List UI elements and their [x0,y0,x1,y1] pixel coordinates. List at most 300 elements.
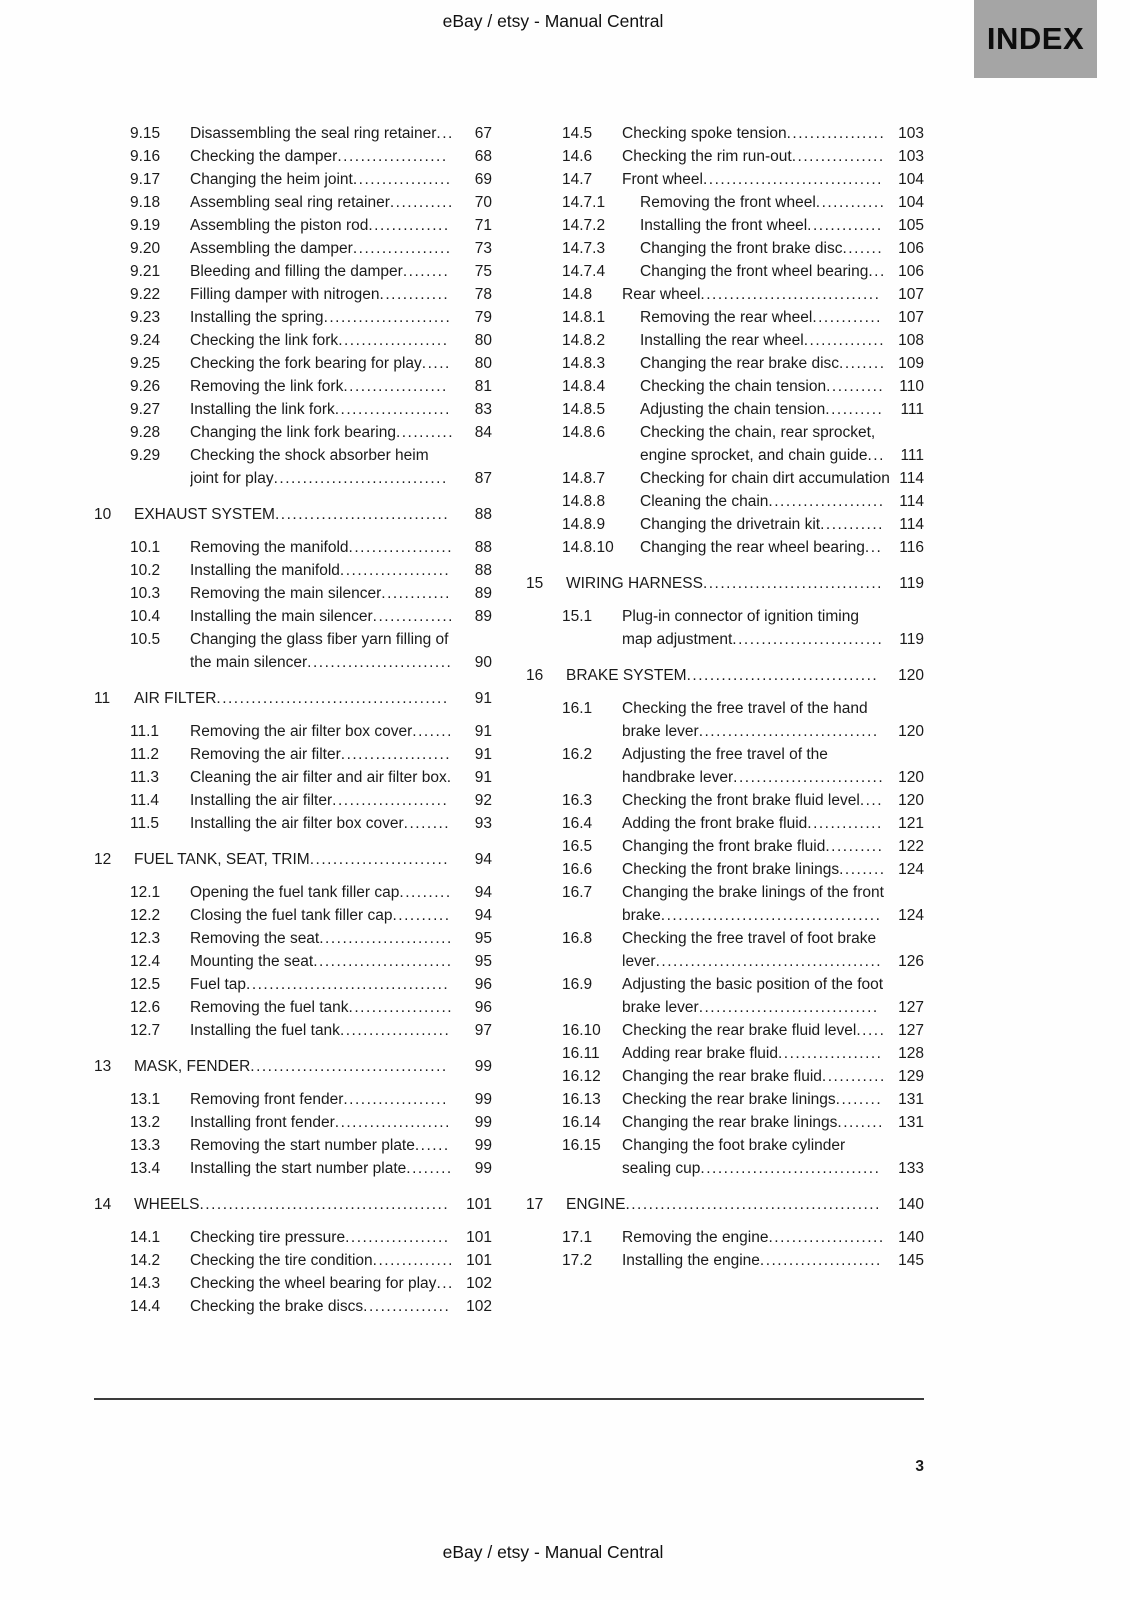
toc-entry-title: Removing the main silencer............ [190,585,451,602]
toc-entry-page: 88 [474,539,492,556]
toc-item-row [526,122,924,145]
toc-entry-title: AIR FILTER........................................ [134,690,449,707]
toc-entry-title: Changing the glass fiber yarn filling of the main silencer......................... [190,631,453,671]
dot-leader: ....... [842,240,884,257]
toc-item-row [526,421,924,467]
toc-entry-number: 16 [526,667,544,684]
dot-leader: ... [436,1275,454,1292]
toc-entry-title: Plug-in connector of ignition timing map adjustment.......................... [622,608,884,648]
dot-leader: ...................... [323,309,452,326]
toc-entry-page: 91 [474,723,492,740]
toc-entry-number: 9.18 [130,194,161,211]
dot-leader: .......................... [733,769,885,786]
toc-entry-number: 9.24 [130,332,161,349]
toc-entry-number: 16.4 [562,815,593,832]
toc-entry-page: 119 [899,575,924,592]
toc-entry-page: 97 [474,1022,492,1039]
toc-item-row [94,421,492,444]
toc-item-row [526,260,924,283]
toc-entry-number: 14.7.2 [562,217,606,234]
toc-entry-number: 10.3 [130,585,161,602]
toc-entry-title: Cleaning the air filter and air filter box. [190,769,453,786]
dot-leader: .................. [777,1045,883,1062]
toc-entry-title: Installing the main silencer.............. [190,608,454,625]
toc-entry-title: MASK, FENDER.................................. [134,1058,448,1075]
toc-entry-number: 11.2 [130,746,160,763]
table-of-contents [94,122,924,1318]
toc-chapter-row [94,848,492,871]
dot-leader: ............... [363,1298,451,1315]
toc-entry-number: 12.1 [130,884,161,901]
toc-item-row [526,145,924,168]
toc-entry-page: 122 [898,838,924,855]
toc-entry-title: Changing the rear brake fluid........... [622,1068,886,1085]
toc-entry-number: 14.8 [562,286,593,303]
toc-entry-number: 9.25 [130,355,161,372]
toc-entry-title: Checking the fork bearing for play..... [190,355,451,372]
toc-entry-number: 13.3 [130,1137,161,1154]
dot-leader: .............................. [274,506,450,523]
toc-entry-number: 14.8.3 [562,355,606,372]
toc-entry-title: Disassembling the seal ring retainer... [190,125,454,142]
toc-item-row [526,398,924,421]
toc-entry-title: Installing the fuel tank................... [190,1022,451,1039]
toc-entry-number: 9.28 [130,424,161,441]
toc-entry-page: 133 [898,1160,924,1177]
toc-column [526,122,924,1272]
toc-entry-number: 11.5 [130,815,160,832]
dot-leader: ....................... [319,930,453,947]
dot-leader: ....... [412,723,453,740]
toc-item-row [526,605,924,651]
toc-item-row [526,513,924,536]
dot-leader: ............ [381,585,451,602]
toc-entry-title: Checking the brake discs............... [190,1298,451,1315]
toc-entry-page: 101 [466,1196,492,1213]
dot-leader: .................... [334,1114,451,1131]
toc-item-row [94,1019,492,1042]
toc-chapter-row [94,1193,492,1216]
toc-item-row [94,950,492,973]
toc-entry-number: 9.23 [130,309,161,326]
toc-entry-number: 14.3 [130,1275,161,1292]
toc-item-row [94,1295,492,1318]
toc-item-row [94,214,492,237]
toc-entry-number: 14.5 [562,125,593,142]
toc-entry-page: 102 [466,1275,492,1292]
toc-entry-page: 140 [898,1196,924,1213]
dot-leader: ........................................... [199,1196,450,1213]
toc-entry-number: 14.7.3 [562,240,606,257]
toc-item-row [526,858,924,881]
toc-item-row [94,881,492,904]
toc-entry-page: 99 [474,1160,492,1177]
dot-leader: ........................ [313,953,453,970]
toc-item-row [526,168,924,191]
toc-entry-number: 13.1 [130,1091,161,1108]
toc-entry-number: 16.3 [562,792,593,809]
toc-item-row [94,237,492,260]
dot-leader: .............. [368,217,450,234]
toc-entry-number: 14.4 [130,1298,161,1315]
toc-entry-page: 109 [898,355,924,372]
toc-entry-title: FUEL TANK, SEAT, TRIM........................ [134,851,450,868]
dot-leader: ...................................... [660,907,882,924]
footer-title: eBay / etsy - Manual Central [442,1542,664,1562]
toc-item-row [526,352,924,375]
dot-leader: ... [864,539,883,556]
toc-entry-number: 17.2 [562,1252,593,1269]
toc-item-row [526,927,924,973]
toc-chapter-row [94,687,492,710]
dot-leader: ..................... [759,1252,882,1269]
toc-entry-title: Checking spoke tension................. [622,125,886,142]
toc-entry-title: BRAKE SYSTEM................................. [566,667,879,684]
dot-leader: .................... [768,1229,885,1246]
toc-item-row [526,743,924,789]
dot-leader: ................................... [246,976,450,993]
toc-item-row [526,467,924,490]
toc-entry-page: 119 [899,631,924,648]
dot-leader: ............................... [698,723,879,740]
toc-entry-page: 79 [474,309,492,326]
toc-entry-title: Checking the free travel of foot brake lever....................................... [622,930,883,970]
toc-entry-number: 16.2 [562,746,593,763]
toc-item-row [526,1019,924,1042]
toc-entry-title: Checking the front brake linings........ [622,861,886,878]
toc-entry-title: Removing the start number plate...... [190,1137,450,1154]
toc-entry-number: 14.2 [130,1252,161,1269]
dot-leader: ........ [839,355,886,372]
toc-entry-number: 9.26 [130,378,161,395]
toc-column [94,122,492,1318]
toc-entry-number: 9.22 [130,286,161,303]
toc-item-row [526,1088,924,1111]
dot-leader: . [446,769,453,786]
toc-entry-number: 16.10 [562,1022,601,1039]
toc-entry-number: 16.12 [562,1068,601,1085]
dot-leader: .................. [348,539,454,556]
toc-entry-number: 13 [94,1058,112,1075]
dot-leader: ...... [414,1137,450,1154]
toc-entry-title: Installing the engine..................... [622,1252,882,1269]
toc-entry-number: 12.2 [130,907,161,924]
toc-entry-number: 13.4 [130,1160,161,1177]
toc-entry-number: 10.1 [130,539,161,556]
page-number: 3 [915,1458,924,1475]
toc-entry-number: 14.8.8 [562,493,606,510]
toc-entry-page: 128 [898,1045,924,1062]
toc-entry-number: 9.29 [130,447,161,464]
toc-item-row [94,1088,492,1111]
toc-entry-number: 12 [94,851,112,868]
toc-entry-number: 14.8.4 [562,378,606,395]
toc-entry-page: 91 [474,746,492,763]
toc-item-row [94,812,492,835]
dot-leader: ............................... [700,286,881,303]
toc-entry-title: Checking tire pressure.................. [190,1229,450,1246]
toc-entry-page: 91 [474,769,492,786]
dot-leader: ........ [837,1114,884,1131]
toc-entry-page: 99 [474,1114,492,1131]
toc-entry-number: 17 [526,1196,544,1213]
toc-chapter-row [526,572,924,595]
toc-entry-page: 124 [898,907,924,924]
toc-chapter-row [94,1055,492,1078]
toc-entry-page: 88 [474,562,492,579]
toc-entry-title: Checking the front brake fluid level.... [622,792,884,809]
dot-leader: ................... [338,332,449,349]
dot-leader: ........... [821,1068,886,1085]
toc-item-row [94,996,492,1019]
dot-leader: ............. [807,217,883,234]
toc-item-row [94,1226,492,1249]
toc-item-row [94,306,492,329]
toc-item-row [526,1065,924,1088]
toc-entry-number: 9.21 [130,263,161,280]
toc-entry-page: 104 [898,194,924,211]
toc-item-row [94,191,492,214]
toc-item-row [94,1134,492,1157]
toc-entry-number: 14.8.10 [562,539,614,556]
toc-entry-title: Checking the chain tension.......... [640,378,885,395]
toc-entry-title: Removing front fender.................. [190,1091,448,1108]
dot-leader: ............................... [702,575,883,592]
toc-item-row [94,375,492,398]
toc-entry-number: 9.20 [130,240,161,257]
dot-leader: ......... [399,884,452,901]
toc-entry-title: Assembling the piston rod.............. [190,217,450,234]
toc-item-row [94,1249,492,1272]
toc-item-row [526,1226,924,1249]
toc-entry-title: Adjusting the basic position of the foot brake lever............................... [622,976,884,1016]
dot-leader: ... [868,263,886,280]
toc-entry-number: 14.6 [562,148,593,165]
toc-entry-title: Closing the fuel tank filler cap.......... [190,907,451,924]
toc-entry-title: Checking the shock absorber heim joint for play.............................. [190,447,448,487]
toc-entry-number: 14.8.2 [562,332,606,349]
toc-entry-title: Changing the rear brake disc........ [640,355,886,372]
toc-entry-page: 140 [898,1229,924,1246]
toc-item-row [94,444,492,490]
toc-entry-title: Removing the manifold.................. [190,539,454,556]
toc-entry-page: 110 [899,378,924,395]
toc-entry-number: 16.9 [562,976,593,993]
dot-leader: ........ [839,861,886,878]
toc-entry-title: Changing the heim joint................. [190,171,452,188]
toc-entry-page: 111 [900,447,924,464]
toc-item-row [94,122,492,145]
toc-item-row [526,490,924,513]
dot-leader: .......................... [732,631,884,648]
toc-entry-title: Mounting the seat........................ [190,953,453,970]
toc-entry-number: 10.5 [130,631,161,648]
dot-leader: .......... [395,424,455,441]
toc-entry-title: Removing the rear wheel............ [640,309,882,326]
toc-entry-page: 114 [899,516,924,533]
toc-entry-title: Changing the front brake disc....... [640,240,884,257]
dot-leader: ............................... [702,171,883,188]
toc-item-row [94,927,492,950]
toc-entry-page: 105 [898,217,924,234]
toc-item-row [526,237,924,260]
toc-entry-number: 16.6 [562,861,593,878]
toc-item-row [94,260,492,283]
toc-entry-title: Bleeding and filling the damper........ [190,263,450,280]
toc-entry-page: 87 [474,470,492,487]
toc-entry-page: 92 [474,792,492,809]
toc-item-row [526,1134,924,1180]
toc-entry-title: Checking the rim run-out................ [622,148,885,165]
toc-entry-page: 91 [474,690,492,707]
toc-entry-number: 14.8.9 [562,516,606,533]
toc-entry-number: 15.1 [562,608,593,625]
toc-entry-number: 16.8 [562,930,593,947]
toc-item-row [526,789,924,812]
dot-leader: .......... [392,907,451,924]
toc-entry-title: Changing the front brake fluid.......... [622,838,884,855]
toc-entry-page: 89 [474,585,492,602]
toc-entry-number: 14.7 [562,171,593,188]
toc-entry-page: 84 [474,424,492,441]
header-title: eBay / etsy - Manual Central [442,11,664,31]
dot-leader: .................................. [250,1058,448,1075]
dot-leader: .......... [825,838,884,855]
toc-item-row [526,1042,924,1065]
toc-entry-title: Assembling the damper................. [190,240,452,257]
toc-item-row [94,168,492,191]
toc-entry-page: 104 [898,171,924,188]
toc-entry-title: EXHAUST SYSTEM.............................. [134,506,450,523]
toc-entry-page: 111 [900,401,924,418]
toc-entry-page: 129 [898,1068,924,1085]
toc-entry-page: 116 [899,539,924,556]
dot-leader: ... [867,447,885,464]
toc-entry-page: 124 [898,861,924,878]
toc-entry-title: Rear wheel............................... [622,286,881,303]
toc-entry-title: Assembling seal ring retainer........... [190,194,454,211]
toc-entry-number: 9.16 [130,148,161,165]
toc-entry-number: 14.1 [130,1229,161,1246]
toc-entry-title: Filling damper with nitrogen............ [190,286,450,303]
toc-item-row [526,306,924,329]
toc-entry-title: ENGINE............................................ [566,1196,881,1213]
toc-entry-page: 120 [898,723,924,740]
toc-entry-number: 16.5 [562,838,593,855]
toc-entry-page: 103 [898,125,924,142]
toc-item-row [526,329,924,352]
toc-entry-page: 83 [474,401,492,418]
toc-entry-number: 10.4 [130,608,161,625]
toc-entry-page: 67 [474,125,492,142]
toc-item-row [526,1111,924,1134]
dot-leader: ........ [406,1160,453,1177]
dot-leader: ................... [339,1022,451,1039]
toc-item-row [94,789,492,812]
toc-entry-page: 99 [474,1058,492,1075]
toc-entry-page: 114 [899,493,924,510]
toc-entry-title: Adjusting the free travel of the handbrake lever.......................... [622,746,885,786]
toc-entry-title: Installing the spring...................... [190,309,452,326]
toc-entry-page: 114 [899,470,924,487]
toc-entry-title: Removing the link fork.................. [190,378,448,395]
toc-entry-page: 96 [474,999,492,1016]
toc-entry-number: 14.7.1 [562,194,606,211]
toc-entry-title: Front wheel............................... [622,171,883,188]
toc-entry-title: Changing the brake linings of the front brake...................................... [622,884,884,924]
toc-entry-title: Installing the front wheel............. [640,217,883,234]
toc-item-row [526,973,924,1019]
toc-entry-title: Changing the foot brake cylinder sealing cup............................... [622,1137,881,1177]
dot-leader: .................... [768,493,885,510]
dot-leader: ........................................ [216,690,449,707]
toc-entry-page: 120 [898,792,924,809]
toc-entry-title: Checking the wheel bearing for play... [190,1275,454,1292]
toc-entry-page: 96 [474,976,492,993]
toc-entry-title: Checking the chain, rear sprocket, engine sprocket, and chain guide... [640,424,885,464]
toc-entry-number: 11.3 [130,769,160,786]
toc-entry-title: Adding rear brake fluid.................. [622,1045,883,1062]
toc-item-row [526,881,924,927]
toc-entry-title: Fuel tap................................... [190,976,450,993]
toc-chapter-row [526,664,924,687]
toc-entry-number: 14.8.6 [562,424,606,441]
dot-leader: ................. [786,125,886,142]
toc-item-row [94,145,492,168]
dot-leader: .... [859,792,884,809]
toc-item-row [94,628,492,674]
toc-entry-number: 10 [94,506,112,523]
toc-entry-title: Removing the engine.................... [622,1229,885,1246]
toc-entry-page: 131 [898,1091,924,1108]
toc-entry-number: 9.19 [130,217,161,234]
dot-leader: ......................... [307,654,453,671]
toc-entry-number: 13.2 [130,1114,161,1131]
toc-item-row [94,1157,492,1180]
toc-entry-number: 11.1 [130,723,160,740]
dot-leader: .......... [826,378,885,395]
toc-entry-title: Removing the air filter box cover....... [190,723,453,740]
toc-entry-number: 12.7 [130,1022,161,1039]
toc-entry-title: Installing front fender.................... [190,1114,451,1131]
toc-item-row [94,743,492,766]
toc-entry-title: Removing the seat....................... [190,930,453,947]
toc-entry-title: Checking the rear brake fluid level..... [622,1022,886,1039]
toc-entry-page: 71 [474,217,492,234]
toc-entry-number: 15 [526,575,544,592]
toc-entry-page: 93 [474,815,492,832]
toc-item-row [526,214,924,237]
toc-item-row [94,536,492,559]
toc-entry-number: 12.5 [130,976,161,993]
toc-entry-number: 16.15 [562,1137,601,1154]
dot-leader: .................. [348,999,454,1016]
toc-entry-page: 107 [898,286,924,303]
toc-entry-number: 11 [94,690,111,707]
toc-entry-number: 9.27 [130,401,161,418]
toc-entry-number: 10.2 [130,562,161,579]
dot-leader: ........ [402,263,450,280]
toc-item-row [94,329,492,352]
toc-item-row [526,1249,924,1272]
toc-item-row [94,904,492,927]
toc-entry-number: 9.17 [130,171,161,188]
toc-entry-page: 94 [474,851,492,868]
dot-leader: ....................................... [655,953,883,970]
dot-leader: ................... [339,562,451,579]
toc-entry-title: Removing the air filter................... [190,746,452,763]
toc-entry-number: 9.15 [130,125,161,142]
